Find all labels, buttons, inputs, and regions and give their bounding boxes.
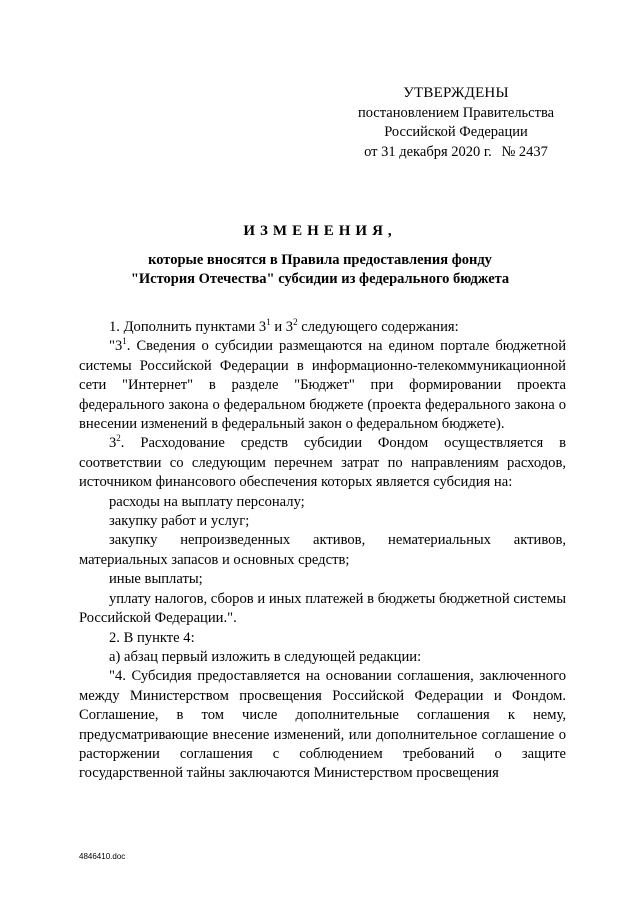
list-item-works: закупку работ и услуг; — [109, 513, 250, 530]
paragraph-3-1: "$3^1$. Сведения о субсидии размещаются на едином портале бюджетной системы Российской Федерации в информационно-телекоммуникационной сети "Интернет" в разделе "Бюджет" при формировании проекта федерального закона о федеральном бюджете (проекта федерального закона о внесении изменений в федеральный закон о федеральном бюджете). — [79, 336, 566, 433]
approval-number: 2437 — [518, 143, 548, 160]
list-item-taxes: уплату налогов, сборов и иных платежей в бюджеты бюджетной системы Российской Федерации.". — [79, 590, 566, 627]
approval-line1: постановлением Правительства — [357, 104, 555, 121]
document-title: ИЗМЕНЕНИЯ, — [243, 223, 397, 239]
approval-number-sign: № — [501, 143, 516, 160]
file-name-footer: 4846410.doc — [79, 852, 126, 861]
list-item-personnel: расходы на выплату персоналу; — [109, 493, 305, 510]
paragraph-1: 1. Дополнить пунктами $3^1$ и $3^2$ следующего содержания: — [109, 317, 459, 335]
approval-heading: УТВЕРЖДЕНЫ — [403, 85, 509, 101]
approval-date: от 31 декабря 2020 г. — [364, 143, 492, 160]
list-item-assets: закупку непроизведенных активов, нематериальных активов, материальных запасов и основных средств; — [79, 532, 566, 568]
paragraph-3-2: $3^2$. Расходование средств субсидии Фондом осуществляется в соответствии со следующим перечнем затрат по направлениям расходов, источником финансового обеспечения которых является субсидия на: — [79, 433, 566, 491]
approval-block — [340, 84, 572, 162]
paragraph-4: "4. Субсидия предоставляется на основании соглашения, заключенного между Министерством просвещения Российской Федерации и Фондом. Соглашение, в том числе дополнительные соглашения к нему, предусматривающие внесение изменений, или дополнительное соглашение о расторжении соглашения с соблюдением требований о защите государственной тайны заключаются Министерством просвещения — [79, 668, 566, 782]
document-subtitle — [70, 251, 570, 289]
subtitle-line1: которые вносятся в Правила предоставления фонду — [148, 252, 492, 268]
paragraph-2: 2. В пункте 4: — [109, 629, 195, 646]
document-body — [79, 318, 566, 784]
approval-date-line — [340, 143, 572, 163]
paragraph-2a: а) абзац первый изложить в следующей редакции: — [109, 648, 422, 665]
subtitle-line2: "История Отечества" субсидии из федерального бюджета — [130, 271, 510, 287]
list-item-other: иные выплаты; — [109, 571, 203, 588]
approval-line2: Российской Федерации — [384, 124, 528, 140]
